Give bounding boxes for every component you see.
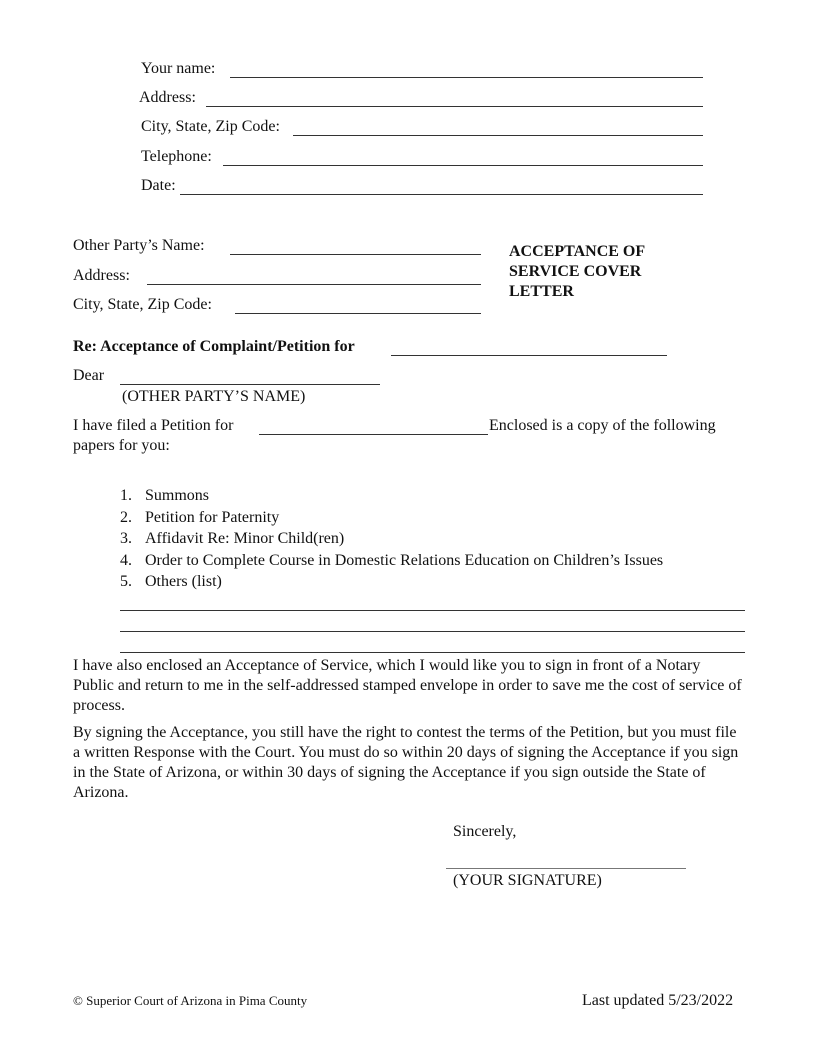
telephone-label: Telephone:: [141, 148, 212, 165]
date-label: Date:: [141, 177, 176, 194]
filed-suffix: Enclosed is a copy of the following: [489, 417, 716, 434]
telephone-field[interactable]: [223, 165, 703, 166]
your-name-label: Your name:: [141, 60, 216, 77]
other-party-name-field[interactable]: [230, 254, 481, 255]
dear-name-field[interactable]: [120, 384, 380, 385]
list-item: 5. Others (list): [120, 573, 222, 590]
list-item: 3. Affidavit Re: Minor Child(ren): [120, 530, 345, 547]
others-line-3[interactable]: [120, 652, 745, 653]
title-line-3: LETTER: [509, 283, 574, 300]
others-line-1[interactable]: [120, 610, 745, 611]
signature-line[interactable]: [446, 868, 686, 869]
petition-type-field[interactable]: [259, 434, 488, 435]
title-line-2: SERVICE COVER: [509, 263, 642, 280]
document-title: [509, 242, 645, 302]
list-item: 1. Summons: [120, 487, 210, 504]
your-name-field[interactable]: [230, 77, 703, 78]
re-label: Re: Acceptance of Complaint/Petition for: [73, 338, 355, 355]
re-petition-field[interactable]: [391, 355, 667, 356]
other-party-address-label: Address:: [73, 267, 130, 284]
closing: Sincerely,: [453, 823, 517, 840]
list-item: 4. Order to Complete Course in Domestic Relations Education on Children’s Issues: [120, 551, 664, 569]
dear-label: Dear: [73, 367, 105, 384]
other-party-name-label: Other Party’s Name:: [73, 237, 205, 254]
title-line-1: ACCEPTANCE OF: [509, 243, 646, 260]
your-address-field[interactable]: [206, 106, 703, 107]
other-party-name-caption: (OTHER PARTY’S NAME): [122, 388, 306, 405]
footer-copyright: © Superior Court of Arizona in Pima County: [73, 993, 308, 1008]
your-city-label: City, State, Zip Code:: [141, 118, 280, 135]
date-field[interactable]: [180, 194, 703, 195]
list-item: 2. Petition for Paternity: [120, 508, 280, 526]
other-party-address-field[interactable]: [147, 284, 481, 285]
acceptance-paragraph: I have also enclosed an Acceptance of Service, which I would like you to sign in front of a Notary Public and return to me in the self-addressed stamped envelope in order to save me the cost of service of process.: [73, 657, 742, 714]
other-party-city-label: City, State, Zip Code:: [73, 296, 212, 313]
your-address-label: Address:: [139, 89, 196, 106]
others-line-2[interactable]: [120, 631, 745, 632]
filed-line-2: papers for you:: [73, 437, 170, 454]
your-city-field[interactable]: [293, 135, 703, 136]
response-paragraph: By signing the Acceptance, you still have the right to contest the terms of the Petition, but you must file a written Response with the Court. You must do so within 20 days of signing the Acceptance if you sign in the State of Arizona, or within 30 days of signing the Acceptance if you sign outside the State of Arizona.: [73, 724, 739, 801]
papers-list: [120, 485, 663, 593]
footer-last-updated: Last updated 5/23/2022: [582, 992, 734, 1009]
filed-prefix: I have filed a Petition for: [73, 417, 234, 434]
signature-caption: (YOUR SIGNATURE): [453, 872, 602, 889]
other-party-city-field[interactable]: [235, 313, 481, 314]
